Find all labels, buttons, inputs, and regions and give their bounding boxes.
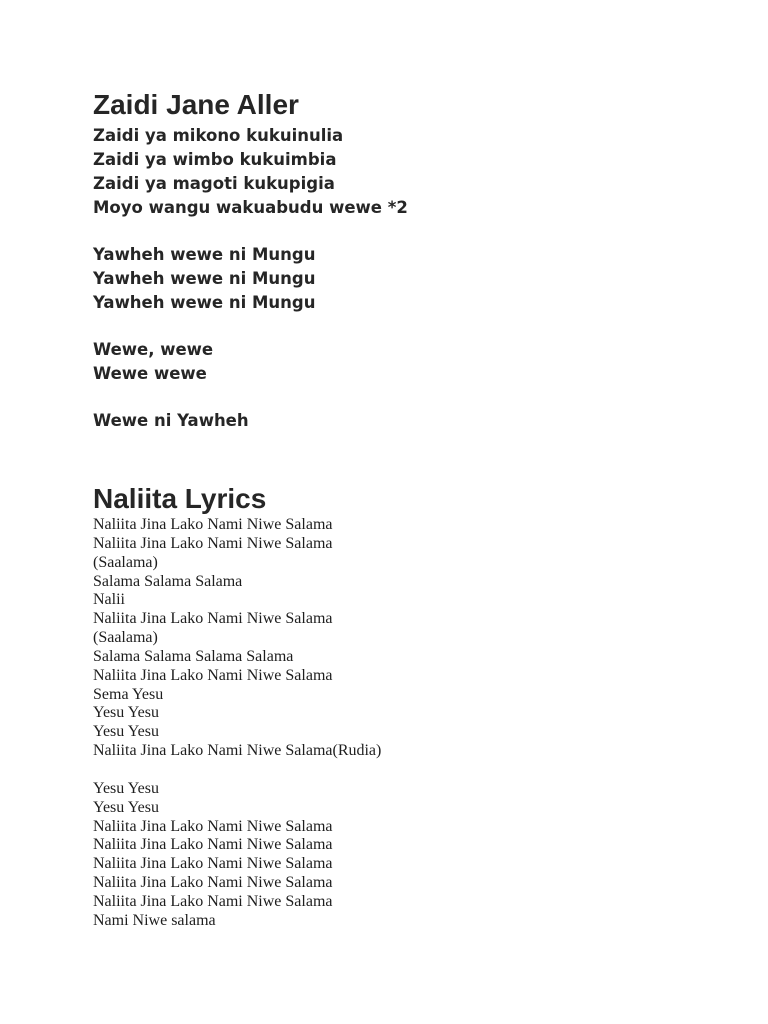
song-lyrics	[93, 124, 408, 433]
lyric-line: Naliita Jina Lako Nami Niwe Salama	[93, 892, 333, 910]
lyric-line: Naliita Jina Lako Nami Niwe Salama	[93, 666, 333, 684]
song-title: Naliita Lyrics	[93, 483, 267, 514]
song-lyrics	[93, 516, 381, 931]
song-title: Zaidi Jane Aller	[93, 89, 299, 120]
lyric-line: Zaidi ya wimbo kukuimbia	[93, 150, 337, 169]
lyric-line: Sema Yesu	[93, 685, 164, 703]
lyric-line: Naliita Jina Lako Nami Niwe Salama	[93, 610, 333, 628]
lyric-line: Yesu Yesu	[93, 798, 159, 816]
stanza-break	[93, 386, 408, 409]
lyric-line: (Saalama)	[93, 629, 158, 647]
lyric-line: Naliita Jina Lako Nami Niwe Salama	[93, 534, 333, 552]
lyric-line: Nalii	[93, 591, 125, 609]
stanza-break	[93, 220, 408, 243]
lyric-line: Naliita Jina Lako Nami Niwe Salama	[93, 855, 333, 873]
lyric-line: Salama Salama Salama	[93, 572, 243, 590]
lyric-line: Yesu Yesu	[93, 704, 159, 722]
lyric-line: Yawheh wewe ni Mungu	[93, 269, 316, 288]
lyric-line: Naliita Jina Lako Nami Niwe Salama	[93, 874, 333, 892]
lyric-line: Wewe ni Yawheh	[93, 411, 249, 430]
lyric-line: Zaidi ya magoti kukupigia	[93, 174, 335, 193]
lyric-line: (Saalama)	[93, 553, 158, 571]
lyric-line: Naliita Jina Lako Nami Niwe Salama	[93, 817, 333, 835]
lyric-line: Yawheh wewe ni Mungu	[93, 245, 316, 264]
lyric-line: Wewe, wewe	[93, 340, 214, 359]
lyric-line: Yawheh wewe ni Mungu	[93, 293, 316, 312]
lyric-line: Yesu Yesu	[93, 779, 159, 797]
lyric-line: Moyo wangu wakuabudu wewe *2	[93, 198, 408, 217]
lyric-line: Naliita Jina Lako Nami Niwe Salama	[93, 836, 333, 854]
lyric-line: Salama Salama Salama Salama	[93, 647, 294, 665]
stanza-break	[93, 761, 381, 780]
lyric-line: Naliita Jina Lako Nami Niwe Salama(Rudia)	[93, 742, 382, 760]
stanza-break	[93, 315, 408, 338]
lyric-line: Wewe wewe	[93, 364, 207, 383]
lyric-line: Nami Niwe salama	[93, 911, 216, 929]
lyric-line: Zaidi ya mikono kukuinulia	[93, 126, 344, 145]
lyric-line: Naliita Jina Lako Nami Niwe Salama	[93, 516, 333, 533]
lyric-line: Yesu Yesu	[93, 723, 159, 741]
